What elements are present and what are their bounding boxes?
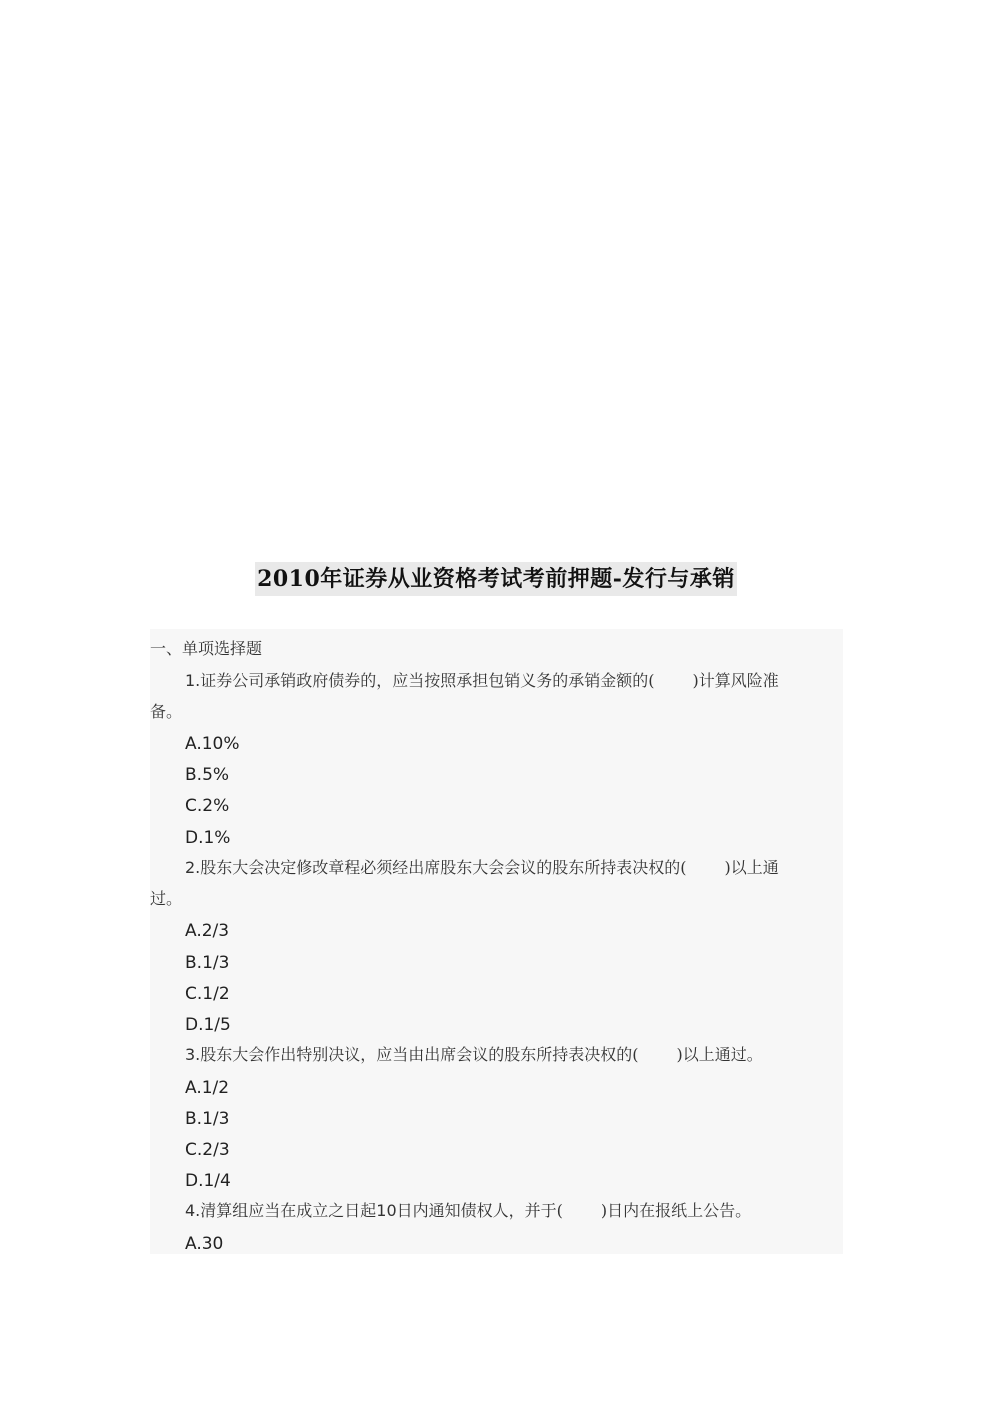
option-2a: A.2/3 <box>185 921 230 941</box>
option-1d: D.1% <box>185 828 231 848</box>
section-heading: 一、单项选择题 <box>150 639 263 658</box>
question-area <box>150 629 843 1254</box>
question-text-tail: )以上通 <box>724 858 779 877</box>
question-text-middle: 日内通知债权人，并于( <box>396 1201 563 1220</box>
inline-number: 10 <box>376 1201 397 1220</box>
question-2 <box>185 857 779 879</box>
question-number: 1. <box>185 671 201 690</box>
option-4a: A.30 <box>185 1234 224 1254</box>
page-title: 2010年证券从业资格考试考前押题-发行与承销 <box>255 562 737 596</box>
option-2b: B.1/3 <box>185 953 230 973</box>
question-number: 3. <box>185 1045 201 1064</box>
question-text: 清算组应当在成立之日起 <box>200 1201 377 1220</box>
question-text-tail: )计算风险准 <box>692 671 779 690</box>
title-wrap <box>0 562 992 596</box>
question-text: 股东大会决定修改章程必须经出席股东大会会议的股东所持表决权的( <box>200 858 687 877</box>
question-1-continuation: 备。 <box>150 702 183 721</box>
option-3c: C.2/3 <box>185 1140 230 1160</box>
option-3b: B.1/3 <box>185 1109 230 1129</box>
question-text-tail: )以上通过。 <box>676 1045 763 1064</box>
option-1b: B.5% <box>185 765 230 785</box>
option-3d: D.1/4 <box>185 1171 231 1191</box>
option-1a: A.10% <box>185 734 240 754</box>
option-1c: C.2% <box>185 796 230 816</box>
question-text: 股东大会作出特别决议，应当由出席会议的股东所持表决权的( <box>200 1045 639 1064</box>
question-3 <box>185 1044 763 1066</box>
question-number: 4. <box>185 1201 201 1220</box>
question-text-tail: )日内在报纸上公告。 <box>600 1201 752 1220</box>
option-3a: A.1/2 <box>185 1078 230 1098</box>
question-4 <box>185 1200 751 1222</box>
option-2c: C.1/2 <box>185 984 230 1004</box>
question-2-continuation: 过。 <box>150 889 183 908</box>
option-2d: D.1/5 <box>185 1015 231 1035</box>
question-number: 2. <box>185 858 201 877</box>
question-1 <box>185 670 779 692</box>
question-text: 证券公司承销政府债券的，应当按照承担包销义务的承销金额的( <box>200 671 655 690</box>
